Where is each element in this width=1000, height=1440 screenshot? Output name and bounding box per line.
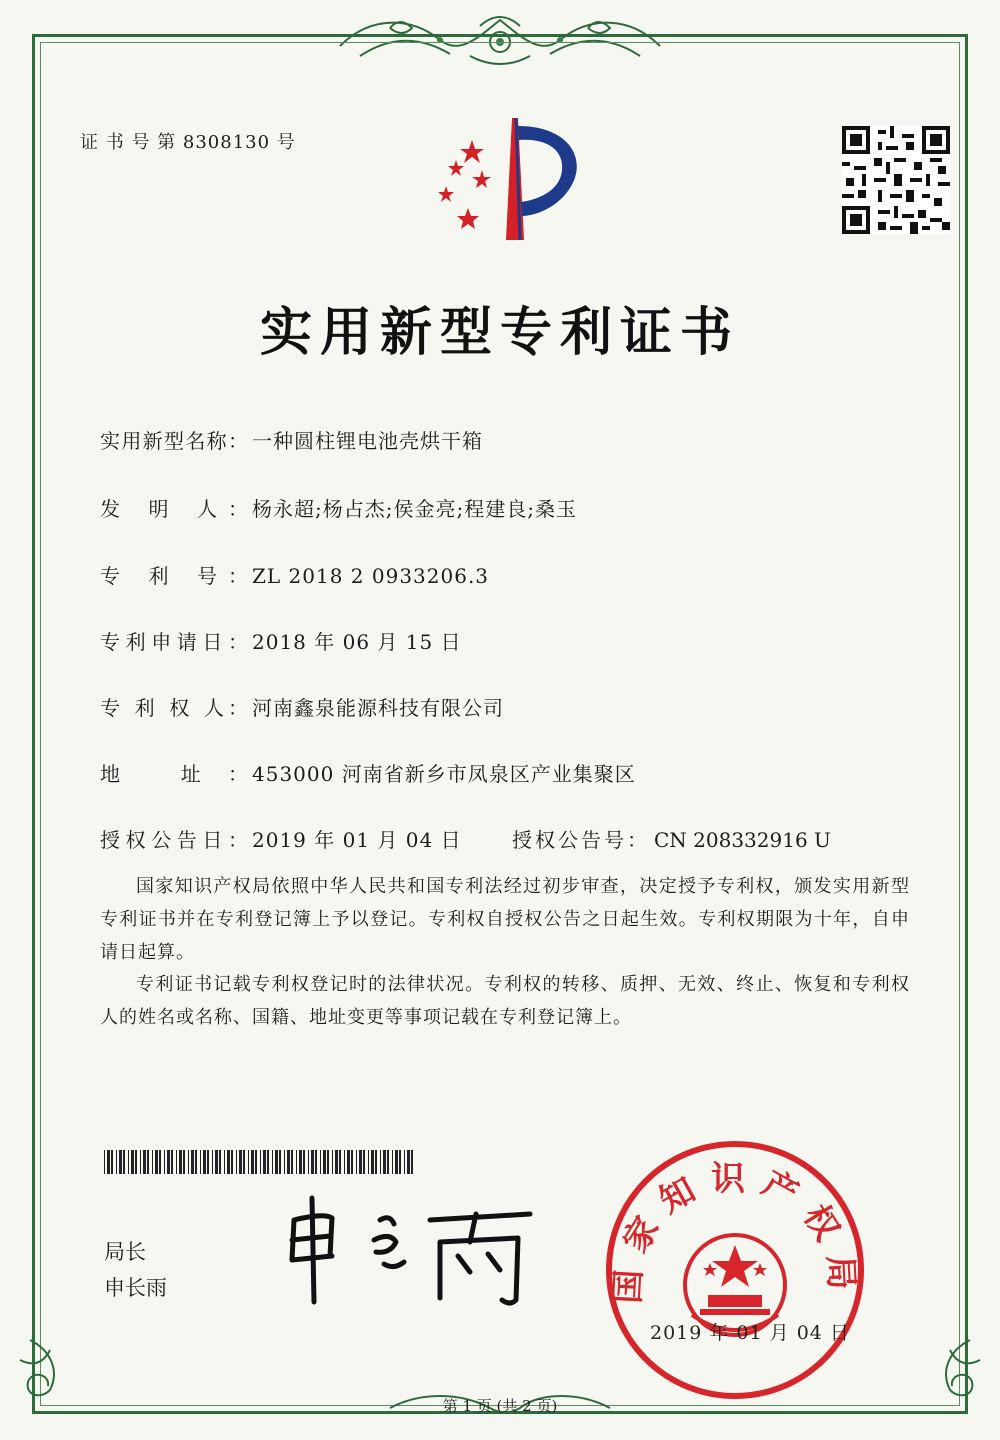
seal-date: 2019 年 01 月 04 日 bbox=[650, 1322, 850, 1344]
certificate-number: 证 书 号 第 8308130 号 bbox=[80, 132, 296, 153]
field-inventors bbox=[100, 493, 577, 522]
field-label: 专 利 权 人： bbox=[100, 696, 248, 720]
field-application-date bbox=[100, 626, 462, 655]
field-grant-date bbox=[100, 824, 462, 853]
field-value: 杨永超;杨占杰;侯金亮;程建良;桑玉 bbox=[252, 497, 577, 521]
field-label: 地 址： bbox=[100, 762, 248, 786]
field-value: CN 208332916 U bbox=[654, 828, 831, 852]
field-patentee bbox=[100, 692, 504, 721]
field-utility-model-name bbox=[100, 425, 483, 454]
official-seal bbox=[600, 1135, 870, 1405]
qr-code-icon bbox=[842, 126, 950, 234]
field-value: 2019 年 01 月 04 日 bbox=[252, 828, 462, 852]
barcode-icon bbox=[104, 1150, 414, 1174]
page-number: 第 1 页 (共 2 页) bbox=[442, 1397, 558, 1415]
paragraph-grant-statement: 国家知识产权局依照中华人民共和国专利法经过初步审查，决定授予专利权，颁发实用新型专利证书并在专利登记簿上予以登记。专利权自授权公告之日起生效。专利权期限为十年，自申请日起算。 bbox=[100, 876, 910, 963]
field-value: 一种圆柱锂电池壳烘干箱 bbox=[252, 429, 483, 453]
director-signature bbox=[280, 1190, 560, 1310]
field-label: 专 利 号： bbox=[100, 564, 248, 588]
field-value: 453000 河南省新乡市凤泉区产业集聚区 bbox=[252, 762, 636, 786]
field-patent-number bbox=[100, 560, 489, 589]
field-value: 2018 年 06 月 15 日 bbox=[252, 630, 462, 654]
field-address bbox=[100, 758, 636, 787]
director-title: 局长 bbox=[104, 1240, 146, 1264]
field-grant-publication-number bbox=[512, 824, 831, 853]
paragraph-legal-status: 专利证书记载专利权登记时的法律状况。专利权的转移、质押、无效、终止、恢复和专利权人的姓名或名称、国籍、地址变更等事项记载在专利登记簿上。 bbox=[100, 974, 910, 1028]
field-label: 授权公告号： bbox=[512, 828, 650, 852]
field-value: 河南鑫泉能源科技有限公司 bbox=[252, 696, 504, 720]
director-name: 申长雨 bbox=[104, 1276, 167, 1300]
field-label: 授权公告日： bbox=[100, 828, 248, 852]
seal-text: 国家知识产权局 bbox=[607, 1159, 863, 1305]
field-label: 发 明 人： bbox=[100, 497, 248, 521]
field-label: 实用新型名称： bbox=[100, 429, 248, 453]
patent-office-logo-icon bbox=[420, 112, 600, 252]
certificate-title: 实用新型专利证书 bbox=[259, 302, 740, 363]
field-label: 专利申请日： bbox=[100, 630, 248, 654]
field-value: ZL 2018 2 0933206.3 bbox=[252, 564, 490, 588]
